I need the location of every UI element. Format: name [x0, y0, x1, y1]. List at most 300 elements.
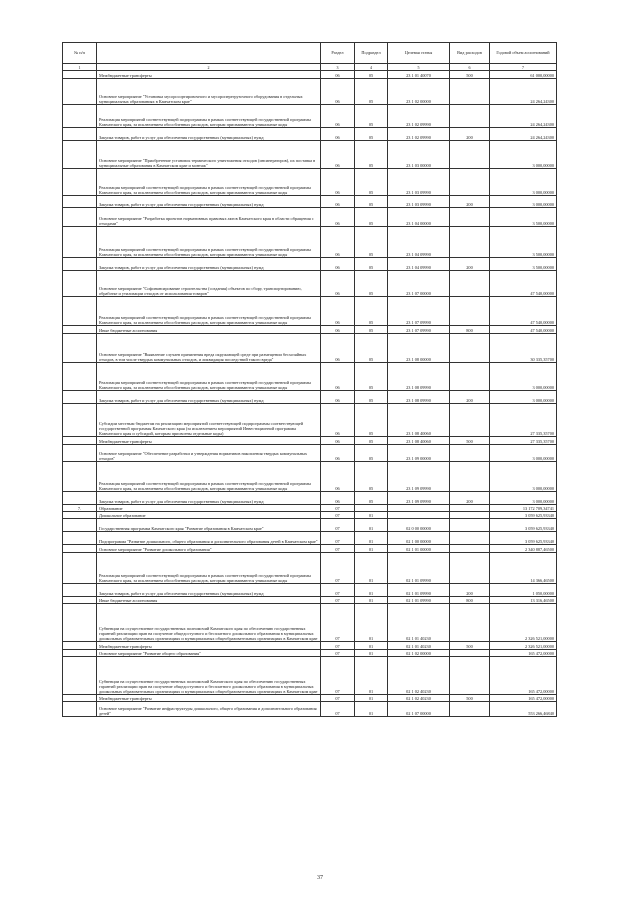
- row-podrazdel: 05: [355, 258, 388, 271]
- row-name: Реализация мероприятий соответствующей подпрограммы в рамках соответствующей государственной программы Камчатского края, за исключением обособленных расходов, которым присваиваются уникальные коды: [97, 169, 321, 196]
- row-podrazdel: 05: [355, 437, 388, 445]
- row-number: [63, 169, 97, 196]
- row-expense-type: [450, 227, 490, 258]
- row-target-article: [388, 512, 450, 519]
- row-sum: 14 366,46500: [490, 553, 557, 584]
- row-expense-type: [450, 650, 490, 657]
- row-podrazdel: 01: [355, 597, 388, 604]
- row-podrazdel: 05: [355, 492, 388, 505]
- row-podrazdel: 05: [355, 462, 388, 492]
- row-target-article: 02 1 01 09990: [388, 597, 450, 604]
- row-number: [63, 71, 97, 79]
- row-expense-type: [450, 519, 490, 532]
- table-row: [63, 462, 557, 492]
- row-sum: 3 059 625,93340: [490, 512, 557, 519]
- row-expense-type: [450, 532, 490, 545]
- row-number: [63, 141, 97, 169]
- row-razdel: 06: [321, 169, 355, 196]
- row-name: Основное мероприятие "Софинансирование строительства (создания) объектов по сбору, транспортированию, обработке и утилизации отходов от использования товаров": [97, 271, 321, 297]
- row-target-article: 02 0 00 00000: [388, 519, 450, 532]
- row-number: [63, 545, 97, 553]
- table-row: [63, 105, 557, 128]
- row-expense-type: 500: [450, 642, 490, 650]
- page-number: 37: [317, 875, 323, 881]
- row-target-article: 02 1 02 40230: [388, 657, 450, 695]
- col-number: 3: [321, 64, 355, 71]
- row-sum: 1 050,00000: [490, 584, 557, 597]
- row-podrazdel: 05: [355, 227, 388, 258]
- row-name: Субвенции на осуществление государственных полномочий Камчатского края по обеспечению государственных гарантий реализации прав на получение общедоступного и бесплатного дошкольного образования в муниципальных дошкольных образовательных организациях и муниципальных общеобразовательных организациях в Камчатском крае: [97, 657, 321, 695]
- row-name: Реализация мероприятий соответствующей подпрограммы в рамках соответствующей государственной программы Камчатского края, за исключением обособленных расходов, которым присваиваются уникальные коды: [97, 553, 321, 584]
- row-razdel: 06: [321, 437, 355, 445]
- row-number: [63, 105, 97, 128]
- row-expense-type: [450, 105, 490, 128]
- row-target-article: 23 1 08 40060: [388, 404, 450, 437]
- table-row: [63, 71, 557, 79]
- row-podrazdel: 01: [355, 702, 388, 717]
- row-name: Основное мероприятие "Развитие дошкольного образования": [97, 545, 321, 553]
- row-expense-type: [450, 702, 490, 717]
- table-row: [63, 141, 557, 169]
- row-name: Реализация мероприятий соответствующей подпрограммы в рамках соответствующей государственной программы Камчатского края, за исключением обособленных расходов, которым присваиваются уникальные коды: [97, 363, 321, 391]
- row-expense-type: [450, 79, 490, 105]
- row-name: Закупка товаров, работ и услуг для обеспечения государственных (муниципальных) нужд: [97, 128, 321, 141]
- row-razdel: 07: [321, 584, 355, 597]
- row-expense-type: [450, 169, 490, 196]
- row-number: [63, 363, 97, 391]
- table-row: [63, 258, 557, 271]
- row-sum: 2 326 521,00000: [490, 604, 557, 642]
- row-razdel: 06: [321, 334, 355, 363]
- row-number: [63, 519, 97, 532]
- row-number: [63, 584, 97, 597]
- row-name: Основное мероприятие "Развитие общего образования": [97, 650, 321, 657]
- table-row: [63, 79, 557, 105]
- row-podrazdel: 05: [355, 404, 388, 437]
- table-row: [63, 391, 557, 404]
- row-target-article: 02 1 00 00000: [388, 532, 450, 545]
- row-sum: 47 540,00000: [490, 271, 557, 297]
- column-number-row: [63, 64, 557, 71]
- row-razdel: 06: [321, 208, 355, 227]
- row-podrazdel: 01: [355, 695, 388, 702]
- row-podrazdel: 05: [355, 208, 388, 227]
- budget-table: [62, 42, 557, 717]
- table-row: [63, 208, 557, 227]
- row-sum: 13 316,46500: [490, 597, 557, 604]
- row-number: 7.: [63, 505, 97, 512]
- row-target-article: 02 1 01 09990: [388, 553, 450, 584]
- col-number: 5: [388, 64, 450, 71]
- row-number: [63, 404, 97, 437]
- row-podrazdel: 05: [355, 363, 388, 391]
- row-target-article: 02 1 01 00000: [388, 545, 450, 553]
- row-razdel: 06: [321, 79, 355, 105]
- row-sum: 3 500,00000: [490, 208, 557, 227]
- row-sum: 165 472,00000: [490, 695, 557, 702]
- row-number: [63, 128, 97, 141]
- row-target-article: 23 1 02 09990: [388, 128, 450, 141]
- row-name: Закупка товаров, работ и услуг для обеспечения государственных (муниципальных) нужд: [97, 492, 321, 505]
- row-expense-type: [450, 505, 490, 512]
- row-sum: 165 472,00000: [490, 650, 557, 657]
- table-row: [63, 363, 557, 391]
- row-target-article: 23 1 02 00000: [388, 79, 450, 105]
- row-target-article: 23 1 07 00000: [388, 271, 450, 297]
- row-number: [63, 462, 97, 492]
- row-sum: 3 000,00000: [490, 169, 557, 196]
- row-podrazdel: 05: [355, 445, 388, 462]
- row-expense-type: [450, 512, 490, 519]
- table-row: [63, 519, 557, 532]
- row-podrazdel: 01: [355, 604, 388, 642]
- row-expense-type: 200: [450, 492, 490, 505]
- row-razdel: 06: [321, 128, 355, 141]
- row-expense-type: [450, 404, 490, 437]
- table-row: [63, 334, 557, 363]
- table-row: [63, 404, 557, 437]
- row-number: [63, 657, 97, 695]
- row-target-article: 23 1 09 09990: [388, 462, 450, 492]
- col-number: 4: [355, 64, 388, 71]
- row-sum: 47 540,00000: [490, 297, 557, 326]
- table-row: [63, 169, 557, 196]
- row-target-article: 02 1 01 40230: [388, 604, 450, 642]
- row-target-article: 23 1 02 09990: [388, 105, 450, 128]
- row-expense-type: [450, 271, 490, 297]
- row-number: [63, 271, 97, 297]
- row-number: [63, 196, 97, 208]
- table-row: [63, 512, 557, 519]
- table-row: [63, 642, 557, 650]
- row-name: Реализация мероприятий соответствующей подпрограммы в рамках соответствующей государственной программы Камчатского края, за исключением обособленных расходов, которым присваиваются уникальные коды: [97, 297, 321, 326]
- header-razdel: Раздел: [321, 43, 355, 64]
- row-razdel: 07: [321, 545, 355, 553]
- row-target-article: 23 1 07 09990: [388, 297, 450, 326]
- row-expense-type: [450, 297, 490, 326]
- row-sum: 2 326 521,00000: [490, 642, 557, 650]
- row-target-article: 23 1 01 40070: [388, 71, 450, 79]
- row-number: [63, 604, 97, 642]
- row-name: Основное мероприятие "Разработка проектов нормативных правовых актов Камчатского края в области обращения с отходами": [97, 208, 321, 227]
- row-razdel: 07: [321, 604, 355, 642]
- row-name: Основное мероприятие "Установка мусоросортировочного и мусороперегрузочного оборудования в отдельных муниципальных образованиях в Камчатском крае": [97, 79, 321, 105]
- row-expense-type: 200: [450, 391, 490, 404]
- header-expense-type: Вид расходов: [450, 43, 490, 64]
- row-podrazdel: 01: [355, 584, 388, 597]
- row-name: Основное мероприятие "Выявление случаев причинения вреда окружающей среде при размещении бесхозяйных отходов, в том числе твердых коммунальных отходов, и ликвидация последствий такого вреда": [97, 334, 321, 363]
- row-sum: 165 472,00000: [490, 657, 557, 695]
- row-podrazdel: 05: [355, 141, 388, 169]
- row-expense-type: 200: [450, 258, 490, 271]
- table-row: [63, 657, 557, 695]
- row-expense-type: 500: [450, 695, 490, 702]
- row-expense-type: 500: [450, 437, 490, 445]
- row-razdel: 06: [321, 71, 355, 79]
- table-row: [63, 227, 557, 258]
- row-name: Подпрограмма "Развитие дошкольного, общего образования и дополнительного образования детей в Камчатском крае": [97, 532, 321, 545]
- row-name: Реализация мероприятий соответствующей подпрограммы в рамках соответствующей государственной программы Камчатского края, за исключением обособленных расходов, которым присваиваются уникальные коды: [97, 105, 321, 128]
- row-name: Образование: [97, 505, 321, 512]
- row-razdel: 06: [321, 105, 355, 128]
- row-name: Межбюджетные трансферты: [97, 437, 321, 445]
- table-row: [63, 297, 557, 326]
- table-row: [63, 597, 557, 604]
- row-number: [63, 326, 97, 334]
- row-sum: 3 000,00000: [490, 391, 557, 404]
- table-body: [63, 71, 557, 717]
- row-number: [63, 437, 97, 445]
- row-name: Дошкольное образование: [97, 512, 321, 519]
- row-razdel: 06: [321, 258, 355, 271]
- row-number: [63, 597, 97, 604]
- row-expense-type: [450, 334, 490, 363]
- row-podrazdel: 05: [355, 196, 388, 208]
- row-razdel: 06: [321, 462, 355, 492]
- table-row: [63, 505, 557, 512]
- row-name: Межбюджетные трансферты: [97, 695, 321, 702]
- row-name: Реализация мероприятий соответствующей подпрограммы в рамках соответствующей государственной программы Камчатского края, за исключением обособленных расходов, которым присваиваются уникальные коды: [97, 462, 321, 492]
- row-number: [63, 553, 97, 584]
- row-name: Основное мероприятие "Приобретение установок термического уничтожения отходов (инсинераторов), их поставка в муниципальные образования в Камчатском крае и монтаж": [97, 141, 321, 169]
- row-number: [63, 702, 97, 717]
- row-podrazdel: 05: [355, 105, 388, 128]
- row-podrazdel: 05: [355, 79, 388, 105]
- row-expense-type: [450, 363, 490, 391]
- row-podrazdel: 05: [355, 391, 388, 404]
- row-razdel: 06: [321, 404, 355, 437]
- row-razdel: 07: [321, 597, 355, 604]
- row-sum: 3 500,00000: [490, 258, 557, 271]
- row-sum: 2 340 887,46500: [490, 545, 557, 553]
- row-razdel: 06: [321, 445, 355, 462]
- row-number: [63, 445, 97, 462]
- row-target-article: 23 1 08 40060: [388, 437, 450, 445]
- row-podrazdel: 01: [355, 642, 388, 650]
- col-number: 2: [97, 64, 321, 71]
- row-expense-type: 800: [450, 326, 490, 334]
- col-number: 7: [490, 64, 557, 71]
- row-razdel: 06: [321, 492, 355, 505]
- row-razdel: 06: [321, 271, 355, 297]
- row-podrazdel: 01: [355, 519, 388, 532]
- row-sum: 30 335,35700: [490, 334, 557, 363]
- row-razdel: 07: [321, 657, 355, 695]
- row-podrazdel: 01: [355, 545, 388, 553]
- col-number: 6: [450, 64, 490, 71]
- row-name: Субсидии местным бюджетам на реализацию мероприятий соответствующей подпрограммы соответствующей государственной программы Камчатского края (за исключением мероприятий Инвестиционной программы Камчатского края и субсидий, которым присвоены отдельные коды): [97, 404, 321, 437]
- row-podrazdel: 01: [355, 553, 388, 584]
- header-annual-sum: Годовой объем ассигнований: [490, 43, 557, 64]
- row-name: Межбюджетные трансферты: [97, 642, 321, 650]
- col-number: 1: [63, 64, 97, 71]
- header-num: № п/п: [63, 43, 97, 64]
- row-sum: 3 000,00000: [490, 141, 557, 169]
- row-number: [63, 695, 97, 702]
- row-razdel: 06: [321, 227, 355, 258]
- row-razdel: 06: [321, 326, 355, 334]
- row-expense-type: [450, 445, 490, 462]
- row-target-article: 02 1 01 40230: [388, 642, 450, 650]
- row-expense-type: [450, 553, 490, 584]
- row-number: [63, 227, 97, 258]
- row-name: Закупка товаров, работ и услуг для обеспечения государственных (муниципальных) нужд: [97, 196, 321, 208]
- row-sum: 3 059 625,93340: [490, 532, 557, 545]
- row-sum: 553 266,46840: [490, 702, 557, 717]
- row-expense-type: [450, 545, 490, 553]
- row-podrazdel: 01: [355, 650, 388, 657]
- row-expense-type: [450, 208, 490, 227]
- table-row: [63, 702, 557, 717]
- row-expense-type: [450, 462, 490, 492]
- row-podrazdel: 01: [355, 657, 388, 695]
- row-name: Закупка товаров, работ и услуг для обеспечения государственных (муниципальных) нужд: [97, 584, 321, 597]
- row-razdel: 06: [321, 141, 355, 169]
- row-sum: 61 000,00000: [490, 71, 557, 79]
- table-row: [63, 128, 557, 141]
- row-expense-type: 800: [450, 597, 490, 604]
- row-name: Основное мероприятие "Развитие инфраструктуры дошкольного, общего образования и дополнительного образования детей": [97, 702, 321, 717]
- row-target-article: 23 1 03 09990: [388, 196, 450, 208]
- row-expense-type: [450, 657, 490, 695]
- row-razdel: 07: [321, 532, 355, 545]
- row-sum: 24 264,24300: [490, 128, 557, 141]
- row-target-article: 23 1 04 09990: [388, 258, 450, 271]
- row-number: [63, 208, 97, 227]
- row-sum: 3 000,00000: [490, 363, 557, 391]
- table-row: [63, 553, 557, 584]
- row-number: [63, 650, 97, 657]
- row-number: [63, 334, 97, 363]
- row-expense-type: 200: [450, 584, 490, 597]
- row-sum: 24 264,24300: [490, 79, 557, 105]
- header-target-article: Целевая статья: [388, 43, 450, 64]
- row-target-article: 23 1 08 00000: [388, 334, 450, 363]
- row-podrazdel: 01: [355, 512, 388, 519]
- table-row: [63, 492, 557, 505]
- row-sum: 3 059 625,93340: [490, 519, 557, 532]
- row-number: [63, 512, 97, 519]
- table-row: [63, 584, 557, 597]
- row-sum: 3 000,00000: [490, 196, 557, 208]
- table-row: [63, 271, 557, 297]
- row-name: Закупка товаров, работ и услуг для обеспечения государственных (муниципальных) нужд: [97, 258, 321, 271]
- row-razdel: 07: [321, 512, 355, 519]
- row-sum: 27 335,35700: [490, 437, 557, 445]
- row-target-article: 23 1 08 09990: [388, 391, 450, 404]
- row-name: Основное мероприятие "Обеспечение разработки и утверждения нормативов накопления твердых коммунальных отходов": [97, 445, 321, 462]
- row-target-article: [388, 505, 450, 512]
- row-number: [63, 532, 97, 545]
- table-row: [63, 326, 557, 334]
- row-razdel: 07: [321, 702, 355, 717]
- row-target-article: 23 1 07 09990: [388, 326, 450, 334]
- row-name: Государственная программа Камчатского края "Развитие образования в Камчатском крае": [97, 519, 321, 532]
- row-razdel: 07: [321, 505, 355, 512]
- row-name: Иные бюджетные ассигнования: [97, 597, 321, 604]
- header-name: [97, 43, 321, 64]
- row-target-article: 23 1 08 09990: [388, 363, 450, 391]
- row-expense-type: 200: [450, 128, 490, 141]
- row-expense-type: [450, 141, 490, 169]
- row-podrazdel: 05: [355, 297, 388, 326]
- row-number: [63, 642, 97, 650]
- row-target-article: 02 1 02 00000: [388, 650, 450, 657]
- row-target-article: 23 1 09 09990: [388, 492, 450, 505]
- row-target-article: 02 1 07 00000: [388, 702, 450, 717]
- table-row: [63, 545, 557, 553]
- table-header-row: [63, 43, 557, 64]
- row-podrazdel: 05: [355, 334, 388, 363]
- row-podrazdel: 05: [355, 128, 388, 141]
- row-sum: 3 000,00000: [490, 492, 557, 505]
- row-podrazdel: 05: [355, 326, 388, 334]
- row-sum: 3 000,00000: [490, 462, 557, 492]
- row-number: [63, 297, 97, 326]
- row-target-article: 23 1 09 00000: [388, 445, 450, 462]
- row-name: Закупка товаров, работ и услуг для обеспечения государственных (муниципальных) нужд: [97, 391, 321, 404]
- table-row: [63, 604, 557, 642]
- row-razdel: 07: [321, 553, 355, 584]
- row-target-article: 02 1 01 09990: [388, 584, 450, 597]
- row-podrazdel: [355, 505, 388, 512]
- row-razdel: 07: [321, 642, 355, 650]
- row-sum: 24 264,24300: [490, 105, 557, 128]
- row-sum: 3 500,00000: [490, 227, 557, 258]
- table-row: [63, 650, 557, 657]
- row-razdel: 06: [321, 363, 355, 391]
- row-podrazdel: 05: [355, 169, 388, 196]
- row-name: Межбюджетные трансферты: [97, 71, 321, 79]
- row-number: [63, 79, 97, 105]
- row-expense-type: 200: [450, 196, 490, 208]
- row-razdel: 07: [321, 650, 355, 657]
- header-podrazdel: Подраздел: [355, 43, 388, 64]
- row-number: [63, 492, 97, 505]
- row-razdel: 07: [321, 519, 355, 532]
- row-expense-type: 500: [450, 71, 490, 79]
- table-row: [63, 437, 557, 445]
- row-sum: 13 172 709,34741: [490, 505, 557, 512]
- row-sum: 3 000,00000: [490, 445, 557, 462]
- row-target-article: 23 1 04 09990: [388, 227, 450, 258]
- row-name: Субвенции на осуществление государственных полномочий Камчатского края по обеспечению государственных гарантий реализации прав на получение общедоступного и бесплатного дошкольного образования в муниципальных дошкольных образовательных организациях и муниципальных общеобразовательных организациях в Камчатском крае: [97, 604, 321, 642]
- row-target-article: 02 1 02 40230: [388, 695, 450, 702]
- row-sum: 47 540,00000: [490, 326, 557, 334]
- row-target-article: 23 1 03 09990: [388, 169, 450, 196]
- row-number: [63, 391, 97, 404]
- table-row: [63, 532, 557, 545]
- row-razdel: 06: [321, 391, 355, 404]
- row-number: [63, 258, 97, 271]
- row-name: Реализация мероприятий соответствующей подпрограммы в рамках соответствующей государственной программы Камчатского края, за исключением обособленных расходов, которым присваиваются уникальные коды: [97, 227, 321, 258]
- budget-table-sheet: [62, 42, 556, 717]
- row-podrazdel: 01: [355, 532, 388, 545]
- row-razdel: 07: [321, 695, 355, 702]
- table-row: [63, 695, 557, 702]
- row-sum: 27 335,35700: [490, 404, 557, 437]
- row-podrazdel: 05: [355, 271, 388, 297]
- row-razdel: 06: [321, 196, 355, 208]
- row-expense-type: [450, 604, 490, 642]
- table-row: [63, 445, 557, 462]
- row-target-article: 23 1 04 00000: [388, 208, 450, 227]
- row-name: Иные бюджетные ассигнования: [97, 326, 321, 334]
- table-row: [63, 196, 557, 208]
- row-podrazdel: 05: [355, 71, 388, 79]
- row-razdel: 06: [321, 297, 355, 326]
- row-target-article: 23 1 03 00000: [388, 141, 450, 169]
